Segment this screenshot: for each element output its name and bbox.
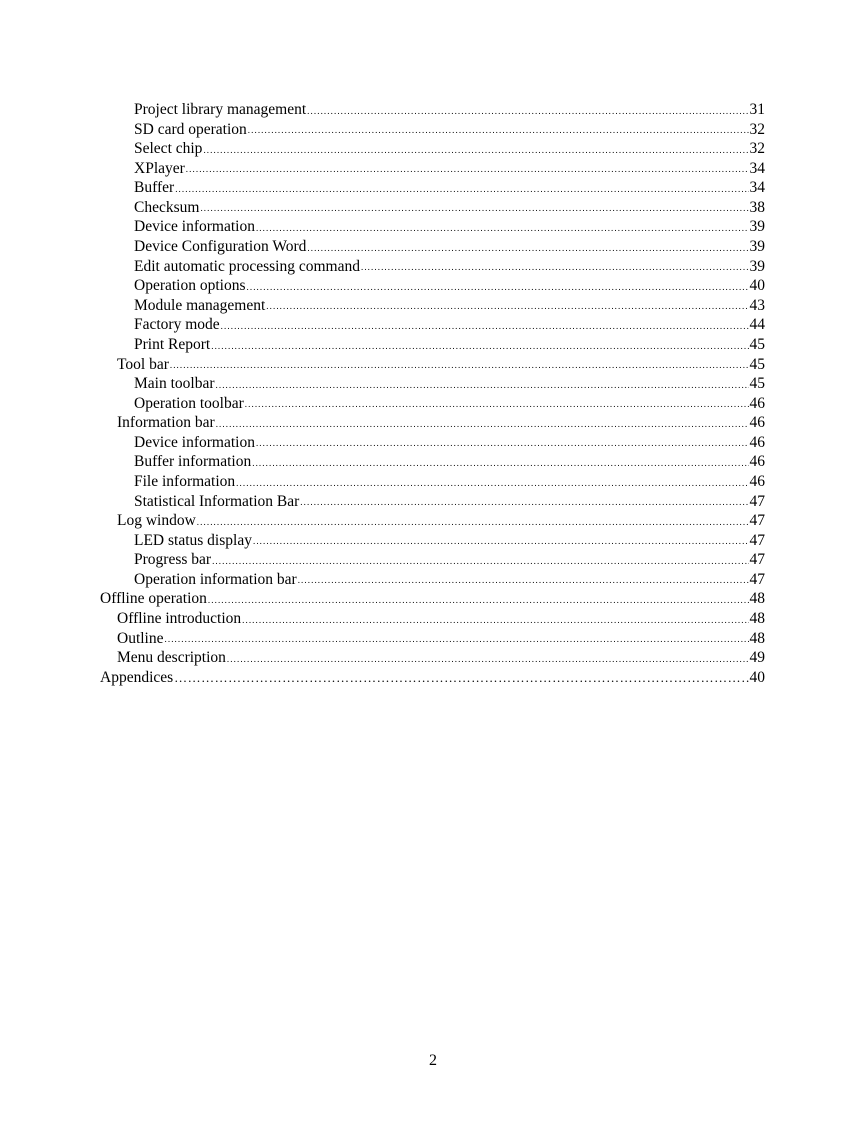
toc-entry-page-number: 49 <box>749 649 765 667</box>
toc-entry-title: Offline operation <box>100 590 207 608</box>
dot-leader <box>186 165 749 178</box>
toc-entry-title: Statistical Information Bar <box>134 492 300 510</box>
toc-entry-title: Device information <box>134 218 255 236</box>
toc-entry[interactable] <box>100 159 765 179</box>
toc-entry[interactable] <box>100 492 765 512</box>
table-of-contents <box>100 100 765 687</box>
toc-entry[interactable] <box>100 315 765 335</box>
toc-entry-title: Progress bar <box>134 551 212 569</box>
dot-leader <box>245 400 749 413</box>
toc-entry-page-number: 45 <box>749 355 765 373</box>
toc-entry[interactable] <box>100 335 765 355</box>
toc-entry[interactable] <box>100 217 765 237</box>
toc-entry-page-number: 34 <box>749 179 765 197</box>
toc-entry-page-number: 48 <box>749 629 765 647</box>
toc-entry-title: Select chip <box>134 140 203 158</box>
toc-entry-page-number: 47 <box>749 512 765 530</box>
toc-entry[interactable] <box>100 550 765 570</box>
dot-leader <box>175 185 748 198</box>
dot-leader <box>200 204 748 217</box>
toc-entry-page-number: 34 <box>749 159 765 177</box>
dot-leader <box>236 479 748 492</box>
toc-entry[interactable] <box>100 178 765 198</box>
toc-entry-title: SD card operation <box>134 120 247 138</box>
toc-entry[interactable] <box>100 120 765 140</box>
toc-entry[interactable] <box>100 413 765 433</box>
toc-entry-page-number: 38 <box>749 198 765 216</box>
toc-entry-page-number: 48 <box>749 590 765 608</box>
toc-entry-title: Log window <box>117 512 196 530</box>
toc-entry[interactable] <box>100 198 765 218</box>
toc-entry-title: Device information <box>134 433 255 451</box>
toc-entry[interactable] <box>100 374 765 394</box>
toc-entry-title: Appendices <box>100 668 174 686</box>
dot-leader <box>247 283 749 296</box>
dot-leader <box>208 596 749 609</box>
toc-entry-page-number: 31 <box>749 101 765 118</box>
dot-leader <box>361 263 749 276</box>
dot-leader <box>197 518 749 531</box>
toc-entry-title: Operation options <box>134 277 246 295</box>
toc-entry-title: File information <box>134 472 236 490</box>
dot-leader <box>165 635 749 648</box>
dot-leader <box>266 302 748 315</box>
toc-entry-page-number: 39 <box>749 257 765 275</box>
toc-entry[interactable] <box>100 589 765 609</box>
toc-entry[interactable] <box>100 648 765 668</box>
toc-entry[interactable] <box>100 296 765 316</box>
dot-leader <box>242 616 748 629</box>
toc-entry-page-number: 47 <box>749 570 765 588</box>
dot-leader <box>256 439 749 452</box>
toc-entry[interactable] <box>100 394 765 414</box>
toc-entry[interactable] <box>100 511 765 531</box>
toc-entry-page-number: 45 <box>749 335 765 353</box>
toc-entry-title: Operation information bar <box>134 570 297 588</box>
dot-leader <box>252 459 748 472</box>
toc-entry-title: Module management <box>134 296 266 314</box>
toc-entry-page-number: 44 <box>749 316 765 334</box>
toc-entry[interactable] <box>100 355 765 375</box>
dot-leader <box>248 126 749 139</box>
page-number: 2 <box>429 1052 437 1069</box>
toc-entry-page-number: 47 <box>749 551 765 569</box>
toc-entry[interactable] <box>100 237 765 257</box>
toc-entry-title: Tool bar <box>117 355 169 373</box>
toc-entry-page-number: 47 <box>749 492 765 510</box>
toc-entry-page-number: 45 <box>749 375 765 393</box>
toc-entry[interactable] <box>100 629 765 649</box>
toc-entry-title: Operation toolbar <box>134 394 244 412</box>
dot-leader <box>170 361 749 374</box>
dot-leader <box>298 576 749 589</box>
dot-leader <box>300 498 748 511</box>
toc-entry[interactable] <box>100 100 765 120</box>
dot-leader <box>221 322 749 335</box>
toc-entry-page-number: 47 <box>749 531 765 549</box>
dot-leader <box>307 244 748 257</box>
toc-entry-page-number: 46 <box>749 472 765 490</box>
toc-entry-title: Checksum <box>134 198 200 216</box>
toc-entry[interactable] <box>100 433 765 453</box>
dot-leader <box>256 224 749 237</box>
dot-leader <box>203 146 748 159</box>
toc-entry[interactable] <box>100 668 765 688</box>
dot-leader <box>253 537 749 550</box>
toc-entry-page-number: 46 <box>749 453 765 471</box>
toc-entry[interactable] <box>100 276 765 296</box>
toc-entry-page-number: 48 <box>749 610 765 628</box>
toc-entry-page-number: 43 <box>749 296 765 314</box>
toc-entry-title: Information bar <box>117 414 215 432</box>
toc-entry-title: Device Configuration Word <box>134 238 307 256</box>
toc-entry[interactable] <box>100 472 765 492</box>
toc-entry-page-number: 40 <box>749 277 765 295</box>
dot-leader <box>216 420 749 433</box>
dot-leader <box>216 381 749 394</box>
toc-entry-title: Outline <box>117 629 164 647</box>
toc-entry-page-number: 40 <box>749 668 765 686</box>
toc-entry[interactable] <box>100 139 765 159</box>
toc-entry-page-number: 46 <box>749 394 765 412</box>
toc-entry[interactable] <box>100 257 765 277</box>
toc-entry-title: Main toolbar <box>134 375 215 393</box>
toc-entry-title: Buffer <box>134 179 175 197</box>
toc-entry-title: Edit automatic processing command <box>134 257 360 275</box>
dot-leader <box>227 655 749 668</box>
toc-entry[interactable] <box>100 531 765 551</box>
toc-entry-page-number: 46 <box>749 414 765 432</box>
dot-leader <box>211 342 748 355</box>
toc-entry-title: XPlayer <box>134 159 185 177</box>
toc-entry-title: LED status display <box>134 531 252 549</box>
dot-leader <box>212 557 748 570</box>
toc-entry-title: Menu description <box>117 649 226 667</box>
toc-entry[interactable] <box>100 609 765 629</box>
toc-entry-page-number: 32 <box>749 140 765 158</box>
toc-entry-page-number: 39 <box>749 218 765 236</box>
dot-leader <box>307 107 748 120</box>
toc-entry-title: Print Report <box>134 335 211 353</box>
toc-entry-page-number: 32 <box>749 120 765 138</box>
dot-leader <box>174 671 748 687</box>
toc-entry-title: Project library management <box>134 101 307 118</box>
toc-entry-title: Offline introduction <box>117 610 242 628</box>
toc-entry[interactable] <box>100 570 765 590</box>
toc-entry-title: Factory mode <box>134 316 220 334</box>
toc-entry-page-number: 39 <box>749 238 765 256</box>
toc-entry-page-number: 46 <box>749 433 765 451</box>
toc-entry-title: Buffer information <box>134 453 252 471</box>
toc-entry[interactable] <box>100 452 765 472</box>
